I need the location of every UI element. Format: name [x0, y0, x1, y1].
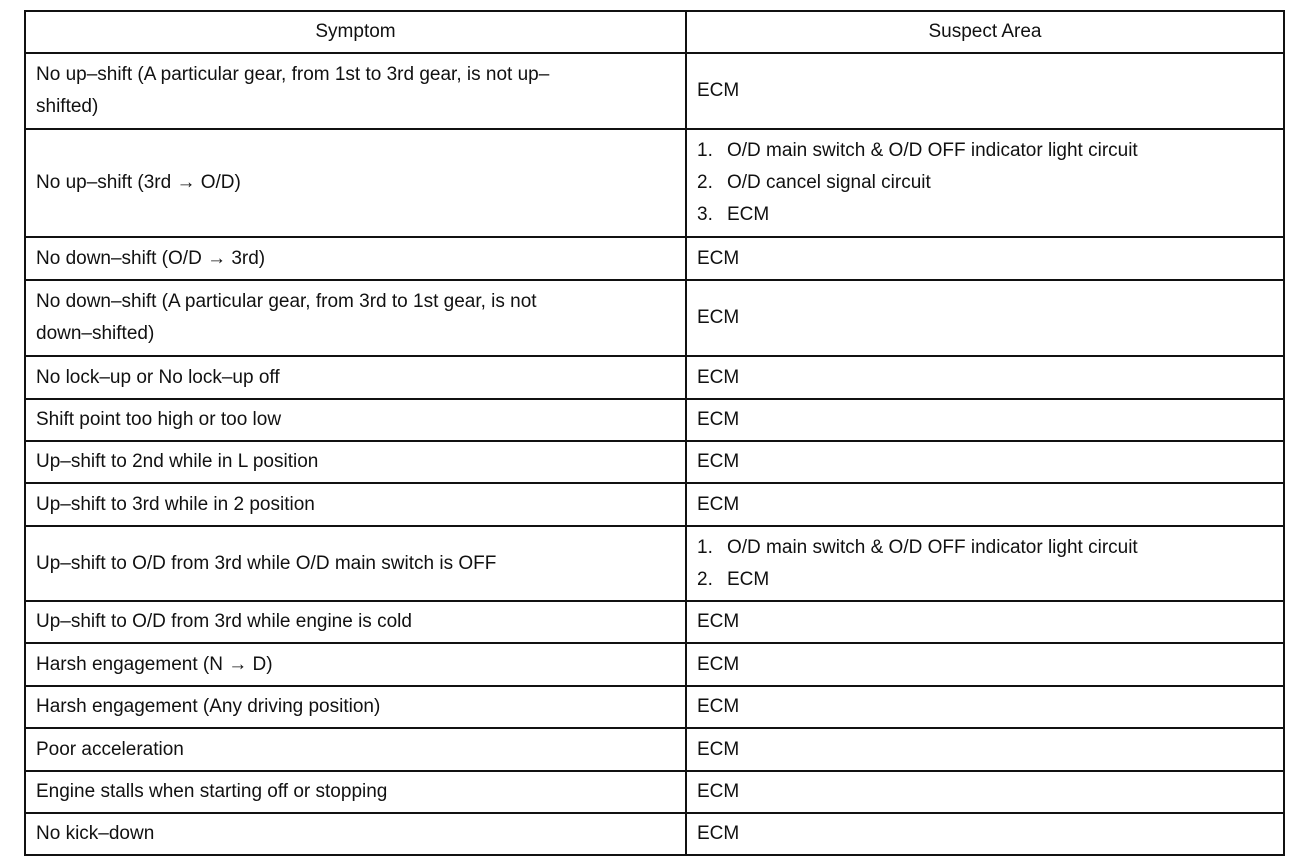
symptom-cell — [25, 129, 686, 237]
item-number: 2. — [697, 568, 713, 590]
suspect-area-cell — [686, 237, 1284, 280]
table-row — [25, 129, 1284, 237]
suspect-area-text: ECM — [697, 451, 740, 472]
symptom-text: Harsh engagement (Any driving position) — [36, 696, 381, 717]
symptom-cell — [25, 813, 686, 855]
table-header-row — [25, 11, 1284, 53]
symptom-text: down–shifted) — [36, 323, 155, 344]
symptom-text: No lock–up or No lock–up off — [36, 366, 280, 388]
symptom-text: Up–shift to O/D from 3rd while engine is cold — [36, 611, 412, 632]
symptom-cell — [25, 280, 686, 356]
table-row — [25, 280, 1284, 356]
symptom-text: Up–shift to 3rd while in 2 position — [36, 493, 315, 515]
table-row — [25, 441, 1284, 483]
suspect-area-text: ECM — [697, 80, 740, 101]
suspect-area-text: ECM — [697, 823, 740, 844]
table-row — [25, 356, 1284, 399]
suspect-area-cell — [686, 771, 1284, 813]
suspect-area-text: ECM — [697, 493, 740, 515]
symptom-text: No kick–down — [36, 823, 155, 844]
suspect-area-text: ECM — [727, 568, 770, 590]
suspect-area-cell — [686, 280, 1284, 356]
table-row — [25, 526, 1284, 601]
table-row — [25, 728, 1284, 771]
symptom-table-container — [24, 10, 1283, 856]
symptom-table — [24, 10, 1285, 856]
suspect-area-cell — [686, 441, 1284, 483]
suspect-area-list — [697, 135, 1273, 231]
suspect-area-item — [697, 135, 1273, 167]
symptom-text: Engine stalls when starting off or stopping — [36, 781, 388, 802]
symptom-text: No up–shift (A particular gear, from 1st to 3rd gear, is not up– — [36, 64, 550, 85]
suspect-area-item — [697, 167, 1273, 199]
header-suspect-area: Suspect Area — [686, 11, 1284, 53]
symptom-cell — [25, 356, 686, 399]
item-number: 3. — [697, 204, 713, 225]
suspect-area-text: ECM — [697, 247, 740, 269]
suspect-area-cell — [686, 53, 1284, 129]
suspect-area-item — [697, 199, 1273, 231]
symptom-cell — [25, 237, 686, 280]
suspect-area-text: O/D cancel signal circuit — [727, 172, 931, 193]
table-row — [25, 399, 1284, 441]
suspect-area-text: ECM — [697, 653, 740, 675]
table-row — [25, 771, 1284, 813]
table-row — [25, 643, 1284, 686]
suspect-area-text: ECM — [697, 611, 740, 632]
symptom-cell — [25, 526, 686, 601]
symptom-cell — [25, 728, 686, 771]
table-row — [25, 237, 1284, 280]
symptom-cell — [25, 483, 686, 526]
suspect-area-text: ECM — [697, 781, 740, 802]
table-row — [25, 483, 1284, 526]
symptom-cell — [25, 643, 686, 686]
symptom-text: No down–shift (A particular gear, from 3rd to 1st gear, is not — [36, 291, 537, 312]
symptom-cell — [25, 771, 686, 813]
symptom-cell — [25, 399, 686, 441]
table-row — [25, 601, 1284, 643]
table-row — [25, 813, 1284, 855]
table-body — [25, 53, 1284, 855]
suspect-area-cell — [686, 643, 1284, 686]
suspect-area-cell — [686, 686, 1284, 728]
symptom-text: No down–shift (O/D → 3rd) — [36, 247, 266, 269]
symptom-text: No up–shift (3rd → O/D) — [36, 172, 241, 193]
suspect-area-item — [697, 532, 1273, 564]
suspect-area-text: O/D main switch & O/D OFF indicator light circuit — [727, 140, 1138, 161]
suspect-area-text: O/D main switch & O/D OFF indicator light circuit — [727, 536, 1138, 558]
symptom-cell — [25, 686, 686, 728]
item-number: 2. — [697, 172, 713, 193]
symptom-text: shifted) — [36, 96, 99, 117]
suspect-area-cell — [686, 399, 1284, 441]
table-row — [25, 686, 1284, 728]
table-row — [25, 53, 1284, 129]
suspect-area-cell — [686, 601, 1284, 643]
suspect-area-cell — [686, 728, 1284, 771]
header-symptom: Symptom — [25, 11, 686, 53]
suspect-area-text: ECM — [697, 307, 740, 328]
suspect-area-text: ECM — [697, 366, 740, 388]
item-number: 1. — [697, 536, 713, 558]
symptom-text: Up–shift to 2nd while in L position — [36, 451, 319, 472]
suspect-area-list — [697, 532, 1273, 596]
suspect-area-item — [697, 564, 1273, 596]
suspect-area-cell — [686, 483, 1284, 526]
symptom-text: Shift point too high or too low — [36, 409, 282, 430]
suspect-area-cell — [686, 526, 1284, 601]
symptom-text: Poor acceleration — [36, 738, 184, 760]
suspect-area-text: ECM — [727, 204, 770, 225]
suspect-area-cell — [686, 813, 1284, 855]
suspect-area-cell — [686, 356, 1284, 399]
suspect-area-text: ECM — [697, 696, 740, 717]
symptom-cell — [25, 53, 686, 129]
item-number: 1. — [697, 140, 713, 161]
suspect-area-cell — [686, 129, 1284, 237]
suspect-area-text: ECM — [697, 738, 740, 760]
symptom-cell — [25, 601, 686, 643]
symptom-cell — [25, 441, 686, 483]
suspect-area-text: ECM — [697, 409, 740, 430]
symptom-text: Up–shift to O/D from 3rd while O/D main switch is OFF — [36, 552, 497, 574]
symptom-text: Harsh engagement (N → D) — [36, 653, 273, 675]
